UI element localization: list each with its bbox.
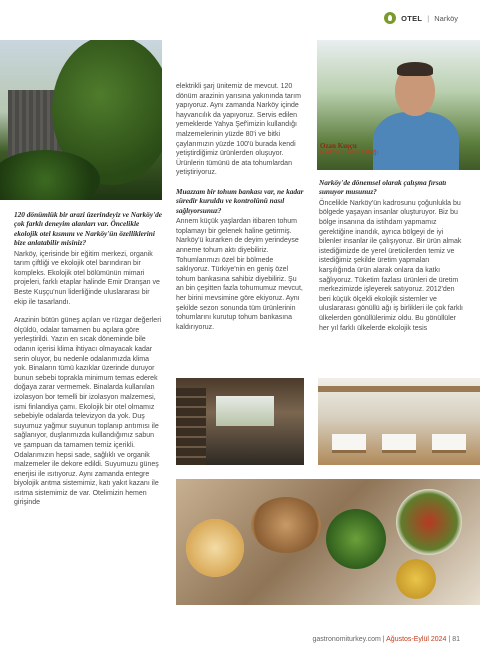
question-2: Muazzam bir tohum bankası var, ne kadar süredir kuruldu ve kontrolünü nasıl sağlıyorsunuz? [176, 186, 304, 215]
footer-separator-2: | [448, 636, 451, 643]
answer-1-paragraph-1: Narköy, içerisinde bir eğitim merkezi, organik tarım çiftliği ve ekolojik otel barındıran bir kompleks. Ekolojik otel bölümünün mimari projeleri, farklı etaplar halinde Emir Dranşan ve Beste Kuşçu'nun liderliğinde uluslararası bir ekip ile tasarlandı. [14, 250, 160, 306]
brand-logo-icon [384, 12, 396, 24]
answer-1-paragraph-2: Arazinin bütün güneş açıları ve rüzgar değerleri ölçüldü, odalar tamamen bu açılara göre yerleştirildi. Yazın en sıcak döneminde bile odanın içerisi klima ihtiyacı olmayacak kadar serin oluyor, bu nedenle odalarımızda klima yok. Binaların tümü kazıklar üzerinde duruyor bunun sebebi toprakla minimum temas ederek doğaya zarar vermemek. Binalarda kullanılan izolasyon bor temelli bir izolasyon malzemesi, ismi finlandiya çamı. Ekolojik bir otel olmamız sebebiyle odalarda televizyon da yok. Duş suyumuz yağmur suyunun toplanıp arıtımısı ile sağlanıyor, duşlarımızda kullandığımız sabun ve şampuan da tamamen temiz içerikli. Odalarımızın hepsi sade, sağlıklı ve organik malzemeler ile dekore edildi. Suyumuzu güneş enerjisi ile ısıtıyoruz. Aynı zamanda entegre biyolojik arıtma sistemimiz, katı yakıt kazanı ile ısıtma sistemimiz de var. Otelimizin hemen girişinde [14, 317, 162, 507]
page-number: 81 [452, 636, 460, 643]
header-separator: | [427, 13, 430, 23]
caption-role: Narköy Kurucu Ortağı [320, 150, 379, 156]
column-2-paragraph-1: elektrikli şarj ünitemiz de mevcut. 120 dönüm arazinin yarısına yakınında tarım yapıyoruz. Aynı zamanda Narköy içinde hayvancılık da yapıyoruz. Servis edilen yemeklerde Yahya Şef'imizin kullandığı malzemelerinin yüzde 80'i ve bitki çaylarımızın yüzde 100'ü burada kendi yetiştirdiğimiz ürünlerden oluşuyor. Ürünlerin tümünü de ata tohumlardan yetiştiriyoruz. [176, 83, 301, 177]
column-2 [176, 82, 306, 341]
question-3: Narköy'de dönemsel olarak çalışma fırsatı sunuyor musunuz? [319, 178, 447, 197]
section-name: OTEL [401, 13, 423, 23]
building-photo [0, 40, 162, 200]
portrait-caption [320, 142, 382, 164]
caption-name: Ozan Kuşçu [320, 142, 357, 150]
question-1: 120 dönümlük bir arazi üzerindeyiz ve Narköy'de çok farklı deneyim alanları var. Öncelikle ekolojik otel kısmını ve Narköy'ün özelliklerini bize anlatabilir misiniz? [14, 210, 162, 248]
footer-separator: | [382, 636, 385, 643]
column-1 [14, 210, 162, 517]
page-header [384, 12, 458, 24]
breakfast-spread-photo [176, 479, 480, 605]
section-subtitle: Narköy [434, 13, 458, 23]
answer-3-paragraph: Öncelikle Narköy'ün kadrosunu çoğunlukla bu bölgede yaşayan insanlar oluşturuyor. Biz bu bölge insanına da istihdam yapmamız gerektiğine inandık, ayrıca bölgeyi de iyi bilenler insanlar ile çalışıyoruz. Bir ürün almak istediğimizde de yerel üreticilerden temiz ve istediğimiz şekilde üretim yapmaları karşılığında ürün alarak onlara da katkı sağlıyoruz. Tüketim fazlası ürünleri de üretim merkezimizde işleyerek satıyoruz. 2012'den beri küçük ölçekli ekolojik sistemler ve uluslararası gönüllü ağı iş birlikleri ile çok farklı ülkelerden gönüllülerimiz oldu. Bu gönüllüler her yıl farklı ülkelerde ekolojik tesis [319, 199, 463, 332]
answer-2-paragraph: Annem küçük yaşlardan itibaren tohum toplamayı bir gelenek haline getirmiş. Narköy'ü kurarken de deyim yerindeyse anneme tohum aktı diyebiliriz. Tohumlarımızı özel bir bölmede saklıyoruz. Türkiye'nin en geniş özel tohum bankasına sahibiz diyebiliriz. Şu an bin çeşitten fazla tohumumuz mevcut, her birini mevsimine göre ekiyoruz. Aynı şekilde sezon sonunda tüm ürünlerinin tohumlarını kurutup tohum bankasına kaldırıyoruz. [176, 218, 303, 331]
interior-shelves-photo [176, 378, 304, 465]
dining-hall-photo [318, 378, 480, 465]
column-3 [319, 178, 467, 342]
footer-site: gastronomiturkey.com [312, 636, 381, 643]
page-footer [312, 636, 460, 643]
footer-issue: Ağustos-Eylül 2024 [386, 636, 447, 643]
